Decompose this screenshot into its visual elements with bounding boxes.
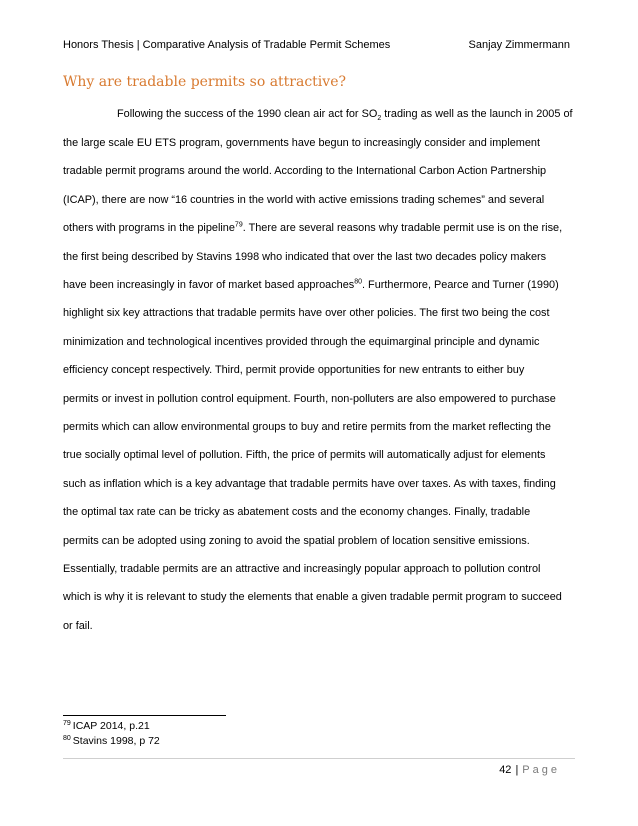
body-line: the large scale EU ETS program, governments have begun to increasingly consider and implement <box>63 137 541 149</box>
body-line: or fail. <box>63 620 93 632</box>
page-word: Page <box>522 764 560 776</box>
body-line: tradable permit programs around the world. According to the International Carbon Action Partnership <box>63 165 547 177</box>
body-line: permits which can allow environmental groups to buy and retire permits from the market reflecting the <box>63 421 551 433</box>
page-number: 42 <box>499 764 512 776</box>
footnote-ref[interactable]: 80 <box>354 278 362 286</box>
footnote-divider <box>63 715 226 716</box>
text: Following the success of the 1990 clean air act for SO <box>117 108 378 120</box>
footnote-text: Stavins 1998, p 72 <box>72 735 160 747</box>
footnote-number: 80 <box>63 734 71 742</box>
body-line: highlight six key attractions that tradable permits have over other policies. The first two being the cost <box>63 307 550 319</box>
footnote-text: ICAP 2014, p.21 <box>72 720 150 732</box>
subscript: 2 <box>377 115 382 123</box>
body-line: (ICAP), there are now “16 countries in the world with active emissions trading schemes” and several <box>63 194 545 206</box>
page-header <box>63 37 575 53</box>
text: . Furthermore, Pearce and Turner (1990) <box>362 279 559 291</box>
body-line <box>63 278 575 292</box>
body-line: permits or invest in pollution control equipment. Fourth, non-polluters are also empowered to purchase <box>63 393 556 405</box>
text: have been increasingly in favor of market based approaches <box>63 279 355 291</box>
body-line: permits can be adopted using zoning to avoid the spatial problem of location sensitive emissions. <box>63 535 530 547</box>
text: trading as well as the launch in 2005 of <box>381 108 573 120</box>
text: others with programs in the pipeline <box>63 222 235 234</box>
body-line: the first being described by Stavins 1998 who indicated that over the last two decades policy makers <box>63 251 547 263</box>
footnote <box>63 734 160 748</box>
body-line: minimization and technological incentives provided through the equimarginal principle and dynamic <box>63 336 540 348</box>
header-title: Honors Thesis | Comparative Analysis of Tradable Permit Schemes <box>63 39 391 51</box>
text: . There are several reasons why tradable permit use is on the rise, <box>242 222 563 234</box>
page-footer <box>499 762 560 778</box>
section-heading: Why are tradable permits so attractive? <box>63 74 346 90</box>
footer-divider <box>63 758 575 759</box>
body-line <box>63 221 575 235</box>
body-line <box>117 107 575 121</box>
body-line: Essentially, tradable permits are an attractive and increasingly popular approach to pollution control <box>63 563 541 575</box>
body-line: which is why it is relevant to study the elements that enable a given tradable permit program to succeed <box>63 591 562 603</box>
footnote-number: 79 <box>63 719 71 727</box>
footnote <box>63 719 150 733</box>
header-author: Sanjay Zimmermann <box>468 39 570 51</box>
footnote-ref[interactable]: 79 <box>234 221 243 229</box>
body-line: the optimal tax rate can be tricky as abatement costs and the economy changes. Finally, tradable <box>63 506 531 518</box>
body-line: efficiency concept respectively. Third, permit provide opportunities for new entrants to either buy <box>63 364 525 376</box>
body-line: true socially optimal level of pollution. Fifth, the price of permits will automatically adjust for elements <box>63 449 546 461</box>
footer-separator: | <box>515 764 519 776</box>
body-line: such as inflation which is a key advantage that tradable permits have over taxes. As with taxes, finding <box>63 478 556 490</box>
